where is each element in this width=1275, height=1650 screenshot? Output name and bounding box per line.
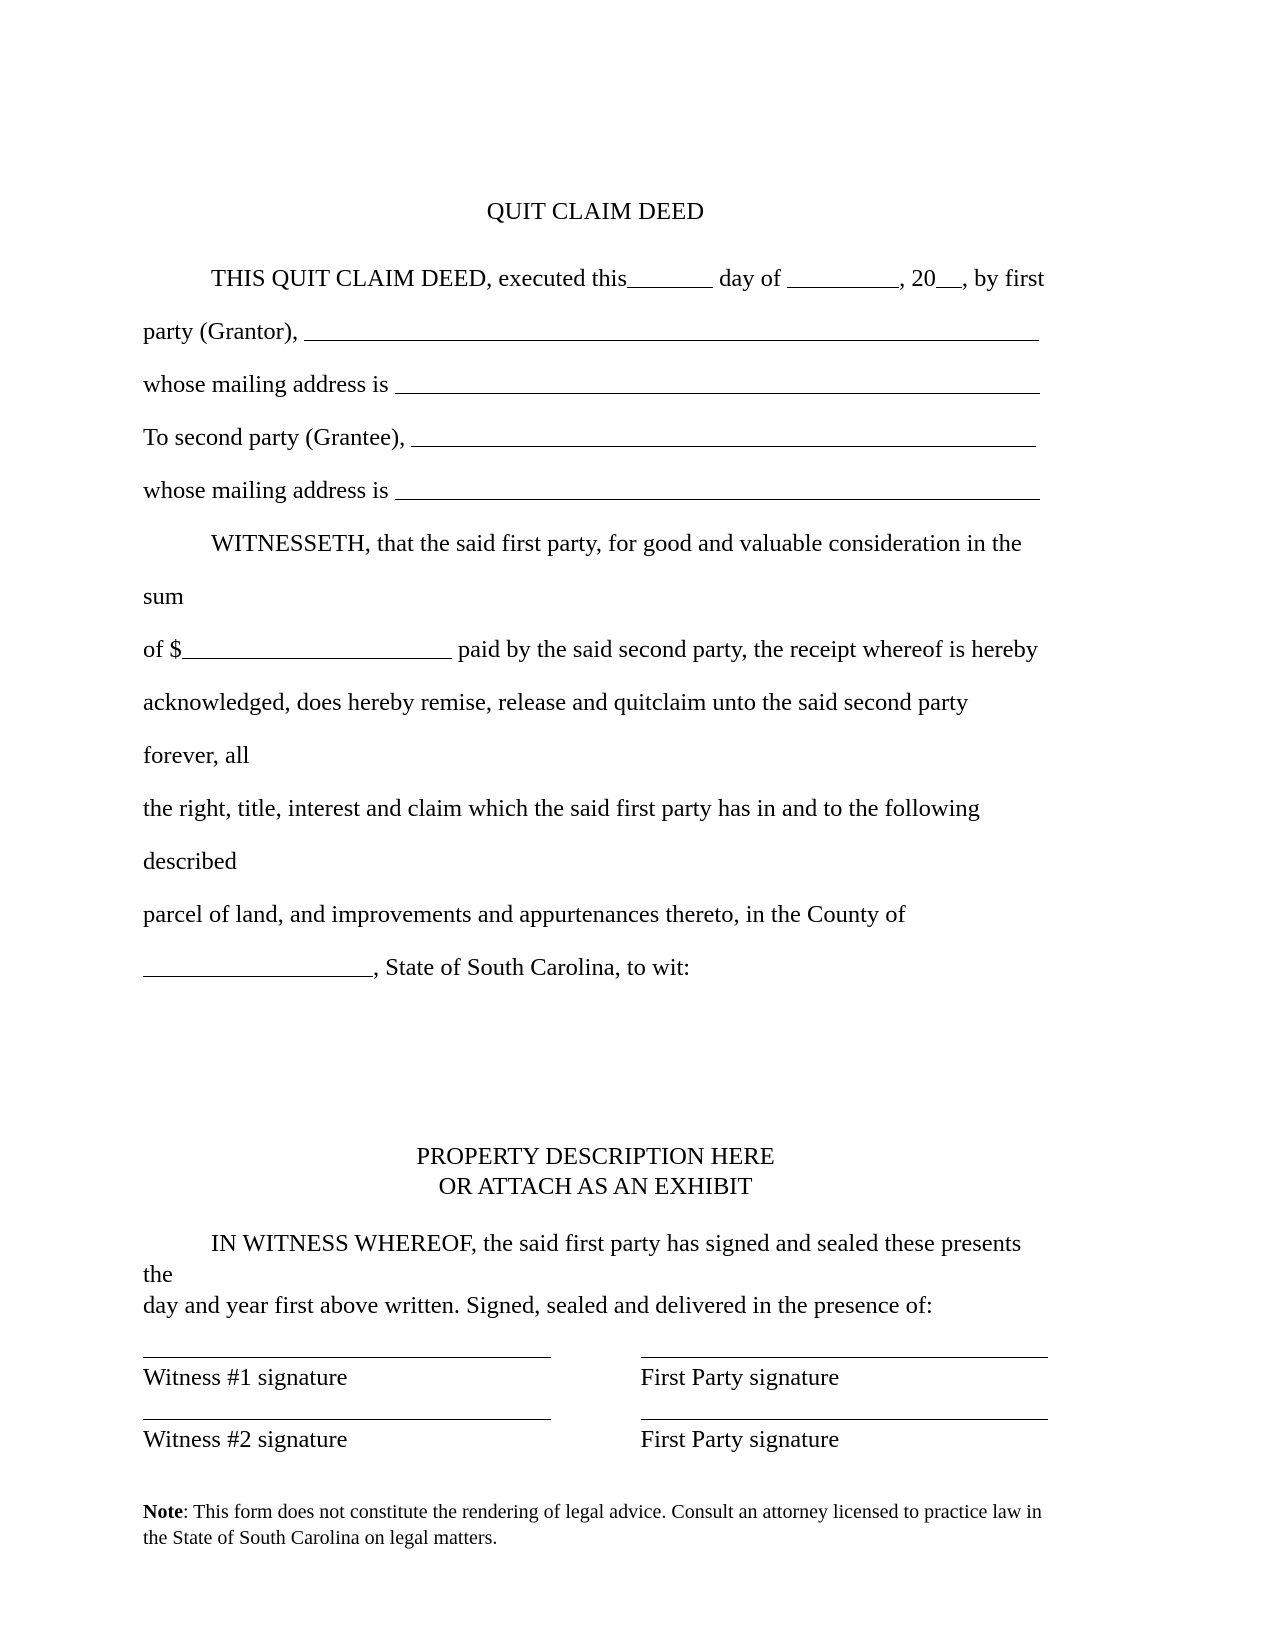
first-party-signature-label-2: First Party signature [640,1426,840,1453]
witness-1-signature-label: Witness #1 signature [143,1364,348,1391]
note-text: : This form does not constitute the rendering of legal advice. Consult an attorney licensed to practice law in the State of South Carolina on legal matters. [143,1501,1042,1549]
grantee-line [143,411,1048,464]
grantor-name-field[interactable] [304,316,1039,342]
first-party-signature-cell-1 [641,1357,1049,1393]
grantee-address-line [143,464,1048,517]
grantor-line [143,305,1048,358]
grantee-address-label: whose mailing address is [143,477,389,504]
witness-1-signature-line[interactable] [143,1357,551,1358]
witnesseth-line-1: WITNESSETH, that the said first party, for good and valuable consideration in the sum [143,530,1022,610]
grantor-label: party (Grantor), [143,318,299,345]
consideration-suffix-text: paid by the said second party, the receipt whereof is hereby [457,636,1038,663]
first-party-signature-cell-2 [641,1419,1049,1455]
first-party-signature-line-1[interactable] [641,1357,1049,1358]
grantee-name-field[interactable] [411,422,1036,448]
consideration-amount-field[interactable] [182,634,452,660]
property-description-line-1: PROPERTY DESCRIPTION HERE [416,1143,775,1170]
page-title: QUIT CLAIM DEED [486,198,705,225]
witnesseth-line-4: the right, title, interest and claim which the said first party has in and to the following described [143,795,980,875]
witnesseth-line-3: acknowledged, does hereby remise, release and quitclaim unto the said second party forever, all [143,689,969,769]
county-name-field[interactable] [143,952,373,978]
first-party-signature-line-2[interactable] [641,1419,1049,1420]
execution-line-1: IN WITNESS WHEREOF, the said first party has signed and sealed these presents the [143,1230,1022,1288]
witnesseth-line-5: parcel of land, and improvements and appurtenances thereto, in the County of [143,901,906,928]
witnesseth-line-2 [143,623,1048,676]
first-party-signature-label-1: First Party signature [640,1364,840,1391]
signature-block [143,1357,1048,1455]
grantor-address-field[interactable] [395,369,1040,395]
intro-paragraph [143,252,1048,305]
document-content [143,198,1048,1551]
property-description-line-2: OR ATTACH AS AN EXHIBIT [438,1173,753,1200]
year-blank-field[interactable] [936,263,962,289]
witness-2-signature-line[interactable] [143,1419,551,1420]
grantee-address-field[interactable] [395,475,1040,501]
note-label: Note [143,1501,183,1523]
execution-line-2: day and year first above written. Signed, sealed and delivered in the presence of: [143,1292,933,1319]
signature-row [143,1419,1048,1455]
intro-year-prefix-text: , 20 [899,265,936,292]
property-description-blank-area [143,994,1048,1142]
intro-lead-text: THIS QUIT CLAIM DEED, executed this [211,265,627,292]
witness-2-signature-cell [143,1419,551,1455]
state-to-wit-text: , State of South Carolina, to wit: [373,954,691,981]
witnesseth-line-6 [143,941,1048,994]
grantor-address-label: whose mailing address is [143,371,389,398]
property-description-placeholder [143,1142,1048,1202]
execution-paragraph [143,1228,1048,1321]
signature-row [143,1357,1048,1393]
grantee-label: To second party (Grantee), [143,424,406,451]
intro-byfirst-text: , by first [961,265,1045,292]
witness-2-signature-label: Witness #2 signature [143,1426,348,1453]
grantor-address-line [143,358,1048,411]
day-blank-field[interactable] [627,263,713,289]
legal-disclaimer-note [143,1499,1071,1551]
intro-day-of-text: day of [719,265,782,292]
month-blank-field[interactable] [787,263,899,289]
witness-1-signature-cell [143,1357,551,1393]
consideration-prefix-text: of $ [143,636,182,663]
